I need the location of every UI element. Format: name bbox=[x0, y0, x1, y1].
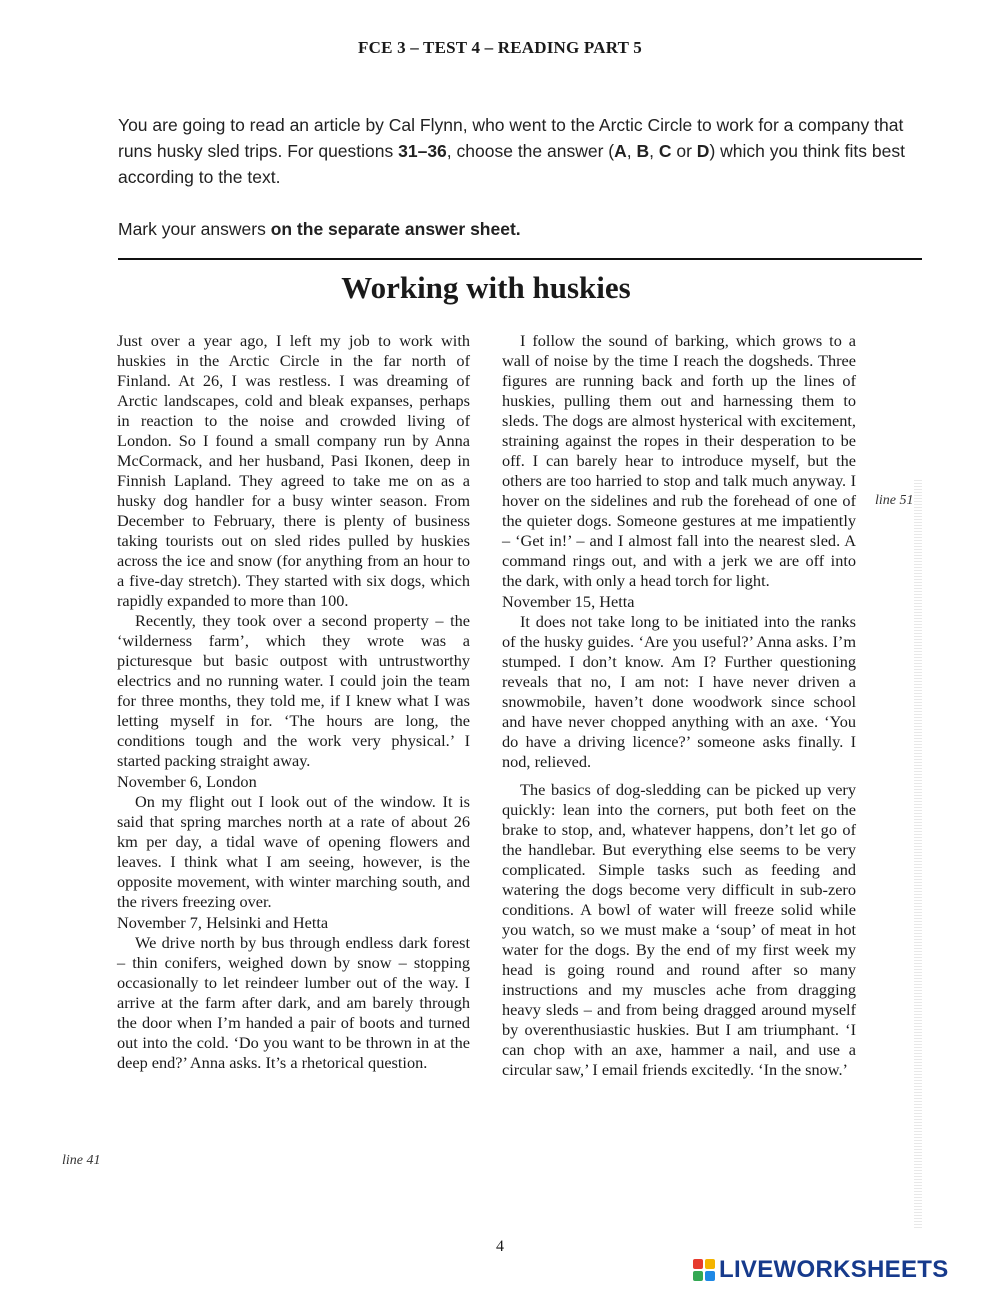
liveworksheets-logo-icon bbox=[693, 1259, 715, 1281]
paragraph: It does not take long to be initiated into the ranks of the husky guides. ‘Are you useful?’ Anna asks. I’m stumped. I don’t know. Am I? Further questioning reveals that no, I am not: I have never driven a snowmobile, haven’t done woodwork since school and have never chopped anything with an axe. ‘You do have a driving licence?’ someone asks finally. I nod, relieved. bbox=[502, 612, 856, 771]
page-number: 4 bbox=[496, 1238, 504, 1255]
article-title: Working with huskies bbox=[341, 270, 631, 305]
line-marker-41: line 41 bbox=[62, 1153, 101, 1168]
liveworksheets-brand bbox=[693, 1256, 949, 1284]
diary-date: November 6, London bbox=[117, 772, 257, 791]
paragraph: I follow the sound of barking, which grows to a wall of noise by the time I reach the dogsheds. Three figures are running back and forth up the lines of huskies, pulling them out and harnessing them to sleds. The dogs are almost hysterical with excitement, straining against the ropes in their desperation to be off. I can barely hear to introduce myself, but the others are too harried to stop and talk much anyway. I hover on the sidelines and rub the forehead of one of the quieter dogs. Someone gestures at me impatiently – ‘Get in!’ – and I almost fall into the nearest sled. A command rings out, and with a jerk we are off into the dark, with only a head torch for light. bbox=[502, 331, 856, 590]
divider bbox=[118, 258, 922, 260]
paragraph: The basics of dog-sledding can be picked up very quickly: lean into the corners, put both feet on the brake to stop, and, whatever happens, don’t let go of the handlebar. But everything else seems to be very complicated. Simple tasks such as feeding and watering the dogs become very difficult in sub-zero conditions. A bowl of water will freeze solid while you watch, so we must make a ‘soup’ of meat in hot water for the dogs. By the end of my first week my head is going round and round after so many instructions and my muscles ache from dragging heavy sleds – and from being dragged around myself by overenthusiastic huskies. But I am triumphant. ‘I can chop with an axe, hammer a nail, and use a circular saw,’ I email friends excitedly. ‘In the snow.’ bbox=[502, 780, 856, 1079]
line-marker-51: line 51 bbox=[875, 493, 914, 508]
paragraph: We drive north by bus through endless dark forest – thin conifers, weighed down by snow – stopping occasionally to let reindeer lumber out of the way. I arrive at the farm after dark, and am barely through the door when I’m handed a pair of boots and turned out into the cold. ‘Do you want to be thrown in at the deep end?’ Anna asks. It’s a rhetorical question. bbox=[117, 933, 470, 1072]
paragraph: On my flight out I look out of the window. It is said that spring marches north at a rate of about 26 km per day, a tidal wave of opening flowers and leaves. I think what I am seeing, however, is the opposite movement, with winter marching south, and the rivers freezing over. bbox=[117, 792, 470, 911]
article-column-left bbox=[117, 331, 470, 1073]
article-column-right bbox=[502, 331, 856, 1080]
brand-name: LIVEWORKSHEETS bbox=[719, 1256, 949, 1283]
page-header: FCE 3 – TEST 4 – READING PART 5 bbox=[358, 38, 642, 57]
diary-date: November 15, Hetta bbox=[502, 592, 635, 611]
diary-date: November 7, Helsinki and Hetta bbox=[117, 913, 329, 932]
answer-sheet-instruction: Mark your answers on the separate answer sheet. bbox=[118, 219, 521, 239]
paragraph: Recently, they took over a second property – the ‘wilderness farm’, which they wrote was a picturesque but basic outpost with untrustworthy electrics and no running water. I could join the team for three months, they told me, if I knew what I was letting myself in for. ‘The hours are long, the conditions tough and the work very physical.’ I started packing straight away. bbox=[117, 611, 470, 770]
instructions bbox=[118, 112, 938, 242]
instructions-text: You are going to read an article by Cal Flynn, who went to the Arctic Circle to work for a company that runs husky sled trips. For questions 31–36, choose the answer (A, B, C or D) which you think fits best according to the text. bbox=[118, 115, 905, 187]
paragraph: Just over a year ago, I left my job to work with huskies in the Arctic Circle in the far north of Finland. At 26, I was restless. I was dreaming of Arctic landscapes, cold and bleak expanses, perhaps in reaction to the noise and crowded living of London. So I found a small company run by Anna McCormack, and her husband, Pasi Ikonen, deep in Finnish Lapland. They agreed to take me on as a husky dog handler for a busy winter season. From December to February, there is plenty of business taking tourists out on sled rides pulled by huskies across the ice and snow (for anything from an hour to a five-day stretch). They started with six dogs, which rapidly expanded to more than 100. bbox=[117, 331, 470, 610]
scan-edge-decoration bbox=[914, 480, 922, 1230]
